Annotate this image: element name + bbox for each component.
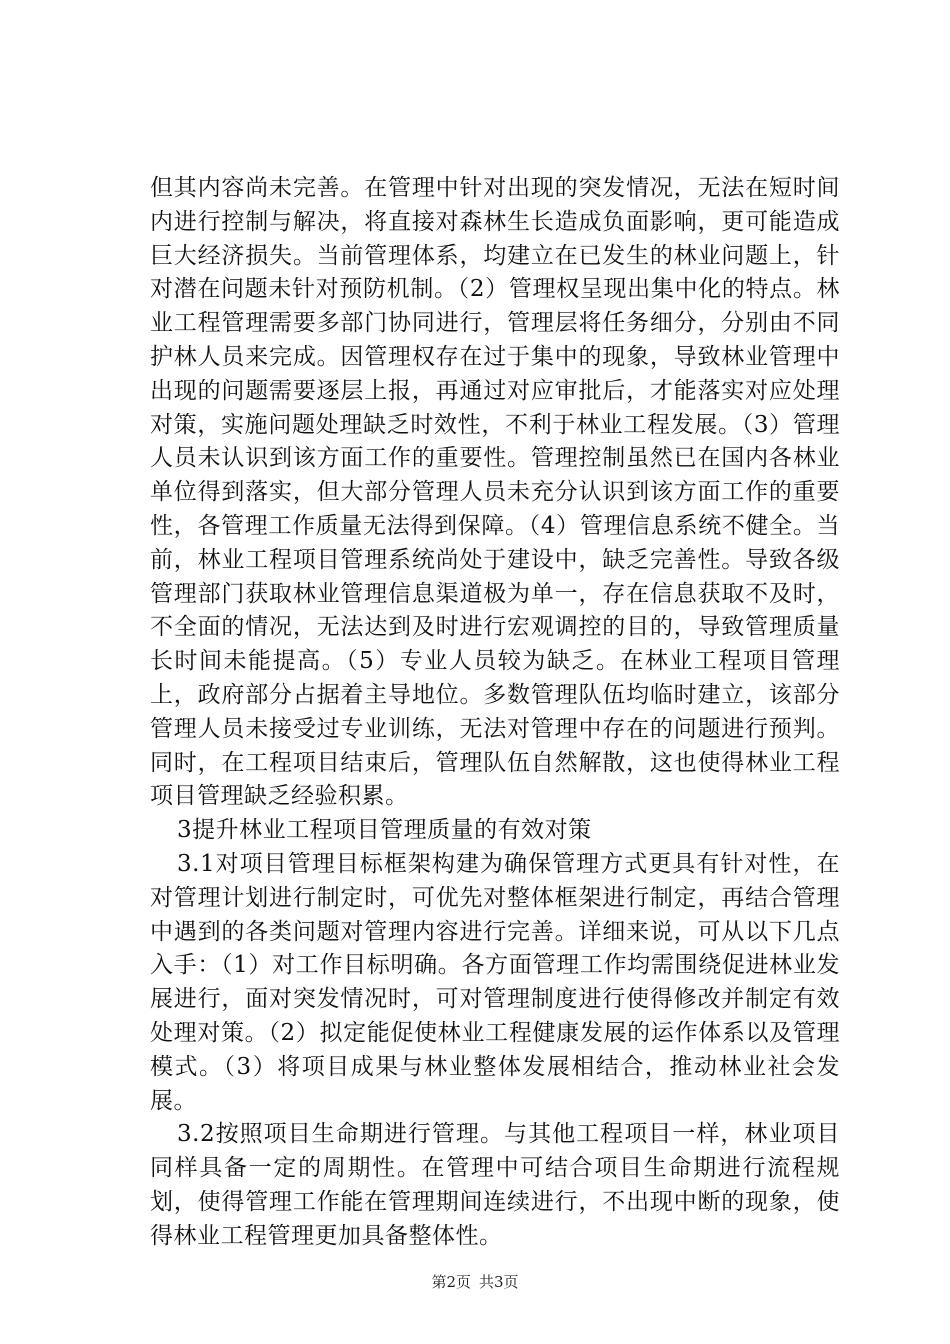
page-total: 共3页 bbox=[479, 1273, 519, 1291]
page-footer bbox=[0, 1272, 950, 1292]
paragraph-management-problems: 但其内容尚未完善。在管理中针对出现的突发情况，无法在短时间内进行控制与解决，将直接对森林生长造成负面影响，更可能造成巨大经济损失。当前管理体系，均建立在已发生的林业问题上，针对潜在问题未针对预防机制。（2）管理权呈现出集中化的特点。林业工程管理需要多部门协同进行，管理层将任务细分，分别由不同护林人员来完成。因管理权存在过于集中的现象，导致林业管理中出现的问题需要逐层上报，再通过对应审批后，才能落实对应处理对策，实施问题处理缺乏时效性，不利于林业工程发展。（3）管理人员未认识到该方面工作的重要性。管理控制虽然已在国内各林业单位得到落实，但大部分管理人员未充分认识到该方面工作的重要性，各管理工作质量无法得到保障。（4）管理信息系统不健全。当前，林业工程项目管理系统尚处于建设中，缺乏完善性。导致各级管理部门获取林业管理信息渠道极为单一，存在信息获取不及时，不全面的情况，无法达到及时进行宏观调控的目的，导致管理质量长时间未能提高。（5）专业人员较为缺乏。在林业工程项目管理上，政府部分占据着主导地位。多数管理队伍均临时建立，该部分管理人员未接受过专业训练，无法对管理中存在的问题进行预判。同时，在工程项目结束后，管理队伍自然解散，这也使得林业工程项目管理缺乏经验积累。 bbox=[150, 175, 840, 810]
page-number: 第2页 bbox=[431, 1273, 471, 1291]
section-heading-3: 3提升林业工程项目管理质量的有效对策 bbox=[177, 817, 592, 844]
paragraph-section-3-2: 3.2按照项目生命期进行管理。与其他工程项目一样，林业项目同样具备一定的周期性。在管理中可结合项目生命期进行流程规划，使得管理工作能在管理期间连续进行，不出现中断的现象，使得林业工程管理更加具备整体性。 bbox=[150, 1121, 840, 1249]
paragraph-section-3-1: 3.1对项目管理目标框架构建为确保管理方式更具有针对性，在对管理计划进行制定时，可优先对整体框架进行制定，再结合管理中遇到的各类问题对管理内容进行完善。详细来说，可从以下几点入手：（1）对工作目标明确。各方面管理工作均需围绕促进林业发展进行，面对突发情况时，可对管理制度进行使得修改并制定有效处理对策。（2）拟定能促使林业工程健康发展的运作体系以及管理模式。（3）将项目成果与林业整体发展相结合，推动林业社会发展。 bbox=[150, 850, 840, 1114]
document-body bbox=[150, 172, 840, 1254]
